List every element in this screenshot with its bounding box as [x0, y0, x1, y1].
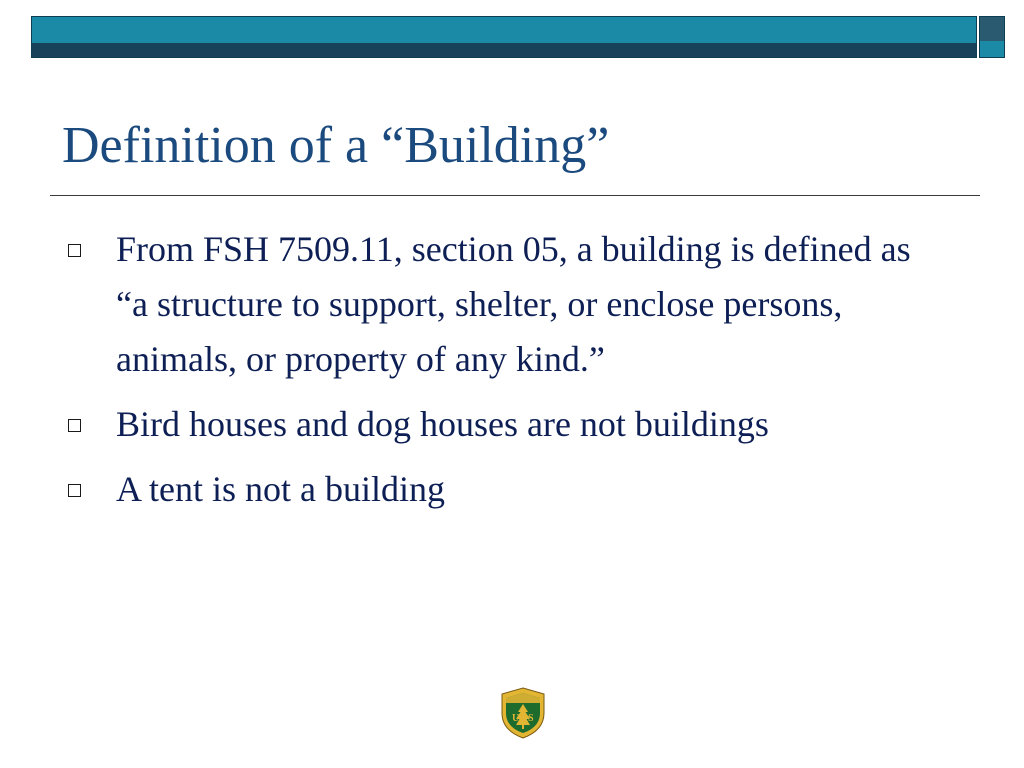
hollow-square-bullet-icon: [68, 419, 81, 432]
bullet-text: Bird houses and dog houses are not buildings: [116, 404, 769, 444]
bullet-text: From FSH 7509.11, section 05, a building is defined as “a structure to support, shelter, or enclose persons, animals, or property of any kind.”: [116, 229, 911, 379]
title-divider: [50, 195, 980, 196]
forest-service-shield-icon: [500, 687, 546, 739]
header-stripe: [32, 43, 976, 57]
bullet-list: [66, 222, 946, 527]
hollow-square-bullet-icon: [68, 244, 81, 257]
bullet-item-bird-houses: [66, 397, 946, 452]
logo-letter-s: S: [528, 713, 534, 724]
logo-letter-u: U: [512, 713, 520, 724]
header-corner-upper: [980, 17, 1004, 41]
bullet-text: A tent is not a building: [116, 469, 445, 509]
hollow-square-bullet-icon: [68, 484, 81, 497]
header-bar: [31, 16, 977, 58]
slide-title: Definition of a “Building”: [62, 117, 610, 174]
bullet-item-definition: [66, 222, 946, 387]
bullet-item-tent: [66, 462, 946, 517]
header-corner-block: [979, 16, 1005, 58]
